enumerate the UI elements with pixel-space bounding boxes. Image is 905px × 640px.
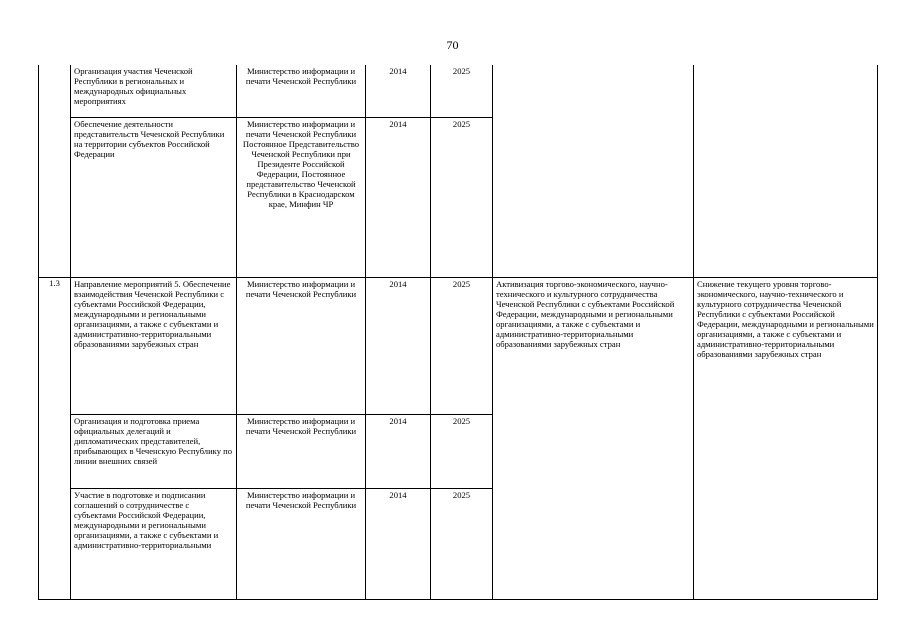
table-row [39, 277, 878, 414]
table-row [39, 65, 878, 117]
start-year-cell: 2014 [366, 277, 431, 414]
end-year-cell: 2025 [431, 414, 493, 488]
indicator-cell: Снижение текущего уровня торгово-экономического, научно-технического и культурного сотрудничества Чеченской Республики с субъектами Российской Федерации, международными и региональными организациями, а также с субъектами и административно-территориальными образованиями зарубежных стран [694, 277, 878, 599]
indicator-cell-empty [694, 65, 878, 277]
start-year-cell: 2014 [366, 488, 431, 599]
responsible-cell: Министерство информации и печати Чеченской Республики [237, 414, 366, 488]
start-year-cell: 2014 [366, 65, 431, 117]
page-number: 70 [446, 38, 459, 52]
expected-result-cell-empty [493, 65, 694, 277]
expected-result-cell: Активизация торгово-экономического, научно-технического и культурного сотрудничества Чеченской Республики с субъектами Российской Федерации, международными и региональными организациями, а также с субъектами и административно-территориальными образованиями зарубежных стран [493, 277, 694, 599]
responsible-cell: Министерство информации и печати Чеченской Республики [237, 277, 366, 414]
activity-cell: Направление мероприятий 5. Обеспечение взаимодействия Чеченской Республики с субъектами Российской Федерации, международными и региональными организациями, а также с субъектами и административно-территориальными образованиями зарубежных стран [71, 277, 237, 414]
responsible-cell: Министерство информации и печати Чеченской Республики Постоянное Представительство Чеченской Республики при Президенте Российской Федерации, Постоянное представительство Чеченской Республики в Краснодарском крае, Минфин ЧР [237, 117, 366, 277]
activity-cell: Организация и подготовка приема официальных делегаций и дипломатических представителей, прибывающих в Чеченскую Республику по линии внешних связей [71, 414, 237, 488]
responsible-cell: Министерство информации и печати Чеченской Республики [237, 488, 366, 599]
end-year-cell: 2025 [431, 117, 493, 277]
activity-cell: Участие в подготовке и подписании соглашений о сотрудничестве с субъектами Российской Федерации, международными и региональными организациями, а также с субъектами и административно-территориальными [71, 488, 237, 599]
activities-table [38, 65, 878, 600]
responsible-cell: Министерство информации и печати Чеченской Республики [237, 65, 366, 117]
start-year-cell: 2014 [366, 414, 431, 488]
end-year-cell: 2025 [431, 65, 493, 117]
activity-cell: Организация участия Чеченской Республики в региональных и международных официальных мероприятиях [71, 65, 237, 117]
activity-cell: Обеспечение деятельности представительств Чеченской Республики на территории субъектов Российской Федерации [71, 117, 237, 277]
row-number-cell [39, 65, 71, 277]
section-number-cell: 1.3 [39, 277, 71, 599]
end-year-cell: 2025 [431, 277, 493, 414]
end-year-cell: 2025 [431, 488, 493, 599]
start-year-cell: 2014 [366, 117, 431, 277]
